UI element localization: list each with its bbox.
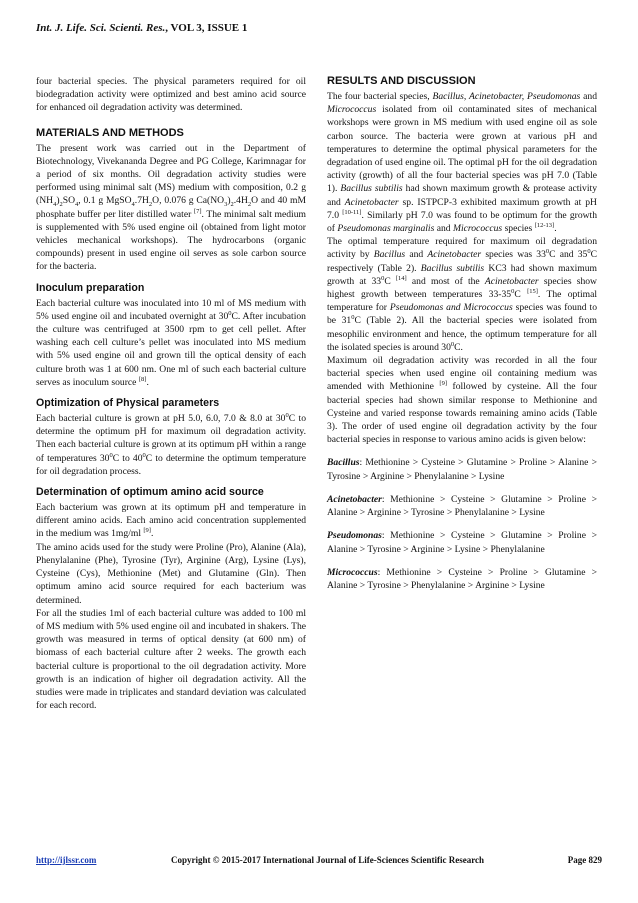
amino-order-pseudomonas: Pseudomonas: Methionine > Cysteine > Glutamine > Proline > Alanine > Tyrosine > Arginine > Lysine > Phenylalanine [327, 530, 597, 555]
methods-paragraph: The present work was carried out in the Department of Biotechnology, Vivekananda Degree and PG College, Karimnagar for a period of six months. Oil degradation activity studies were performed using minimal salt (MS) medium with composition, 0.2 g $(NH_4)_2SO_4$, 0.1 g $MgSO_4.7H_2O$, 0.076 g $Ca(NO_3)_2.4H_2O$ and 40 mM phosphate buffer per liter distilled water [7]. The minimal salt medium is supplemented with 5% used engine oil (obtained from light motor vehicles mechanical workshops). The hydrocarbons (organic compounds) present in used engine oil serves as sole carbon source for the bacteria. [36, 142, 306, 273]
amino-order-micrococcus: Micrococcus: Methionine > Cysteine > Proline > Glutamine > Alanine > Tyrosine > Phenylalanine > Arginine > Lysine [327, 566, 597, 591]
citation: [12-13] [534, 221, 555, 229]
page-number: Page 829 [567, 855, 602, 865]
citation: [14] [395, 274, 407, 282]
amino-acid-heading: Determination of optimum amino acid source [36, 486, 264, 499]
inoculum-paragraph: Each bacterial culture was inoculated into 10 ml of MS medium with 5% used engine oil and incubated overnight at $30^0C$. After incubation the culture was centrifuged at 3500 rpm to get cell pellet. After washing each cell culture’s pellet was inoculated into MS medium with 5% used engine oil and grown till the optical density of each culture broth was 1 at 600 nm. One ml of such each bacterial culture serves as inoculum source [8]. [36, 297, 306, 388]
copyright-text: Copyright © 2015-2017 International Journal of Life-Sciences Scientific Research [171, 855, 485, 865]
results-paragraph-1: The four bacterial species, Bacillus, Acinetobacter, Pseudomonas and Micrococcus isolated from oil contaminated sites of mechanical workshops were grown in MS medium with used engine oil as sole carbon source. The bacteria were grown at various pH and temperatures to determine the optimal physical parameters for the degradation of used engine oil. The optimal pH for the oil degradation activity (growth) of all the four bacterial species was pH 7.0 (Table 1). Bacillus subtilis had shown maximum growth & protease activity and Acinetobacter sp. ISTPCP-3 exhibited maximum growth at pH 7.0 [10-11]. Similarly pH 7.0 was found to be optimum for the growth of Pseudomonas marginalis and Micrococcus species [12-13]. [327, 91, 598, 235]
running-header [36, 22, 247, 34]
right-column [327, 75, 597, 592]
citation: [15] [527, 287, 538, 295]
journal-link[interactable]: http://ijlssr.com [36, 855, 97, 865]
citation: [9] [439, 380, 448, 388]
inoculum-heading: Inoculum preparation [36, 281, 145, 294]
amino-paragraph-1: Each bacterium was grown at its optimum pH and temperature in different amino acids. Each amino acid concentration supplemented in the medium was 1mg/ml [9]. [36, 502, 306, 540]
results-paragraph-3: Maximum oil degradation activity was recorded in all the four bacterial species when used engine oil containing medium was amended with Methionine [9] followed by cysteine. All the four bacterial species had shown similar response to Methionine and Cysteine and varied response towards remaining amino acids (Table 3). The order of used engine oil degradation activity by the four bacterial species in response to various amino acids is given below: [327, 355, 597, 446]
journal-volume: , VOL 3, ISSUE 1 [165, 22, 248, 34]
amino-paragraph-2: The amino acids used for the study were Proline (Pro), Alanine (Ala), Phenylalanine (Phe), Tyrosine (Tyr), Arginine (Arg), Lysine (Lys), Cysteine (Cys), Methionine (Met) and Glutamine (Gln). Then optimum amino acid source required for each bacterium was determined. [36, 541, 306, 606]
citation: [9] [143, 527, 151, 535]
citation: [7] [193, 207, 202, 215]
citation: [10-11] [342, 208, 362, 216]
left-column [36, 75, 306, 712]
optimization-heading: Optimization of Physical parameters [36, 397, 220, 410]
amino-paragraph-3: For all the studies 1ml of each bacterial culture was added to 100 ml of MS medium with 5% used engine oil and incubated in shakers. The growth was measured in terms of optical density (at 600 nm) of biomass of each bacterial culture after 2 weeks. The growth each bacterial culture is proportional to the oil degradation activity. More growth is an indication of higher oil degradation activity. All the studies were made in triplicates and standard deviation was calculated for each record. [36, 607, 306, 712]
intro-paragraph: four bacterial species. The physical parameters required for oil biodegradation activity were optimized and best amino acid source for enhanced oil degradation activity was determined. [36, 76, 306, 114]
results-heading: RESULTS AND DISCUSSION [327, 75, 476, 87]
amino-order-bacillus: Bacillus: Methionine > Cysteine > Glutamine > Proline > Alanine > Tyrosine > Arginine > Phenylalanine > Lysine [327, 457, 597, 482]
amino-order-acinetobacter: Acinetobacter: Methionine > Cysteine > Glutamine > Proline > Alanine > Arginine > Tyrosine > Phenylalanine > Lysine [327, 493, 597, 519]
optimization-paragraph: Each bacterial culture is grown at pH 5.0, 6.0, 7.0 & 8.0 at $30^0C$ to determine the optimum pH for maximum oil degradation activity. Then each bacterial culture is grown at its optimum pH within a range of temperatures $30^0C$ to $40^0C$ to determine the optimum temperature for oil degradation process. [36, 411, 306, 477]
journal-name: Int. J. Life. Sci. Scienti. Res. [36, 22, 166, 34]
results-paragraph-2: The optimal temperature required for maximum oil degradation activity by Bacillus and Acinetobacter species was $33^0C$ and $35^0C$ respectively (Table 2). Bacillus subtilis KC3 had shown maximum growth at $33^0C$ [14] and most of the Acinetobacter species show highest growth between temperatures $33-35^0C$ [15]. The optimal temperature for Pseudomonas and Micrococcus species was found to be $31^0C$ (Table 2). All the bacterial species were isolated from mesophilic environment and hence, the optimum temperature for all the isolated species is around $30^0C$. [327, 236, 598, 353]
methods-heading: MATERIALS AND METHODS [36, 126, 184, 139]
citation: [8] [138, 375, 147, 383]
